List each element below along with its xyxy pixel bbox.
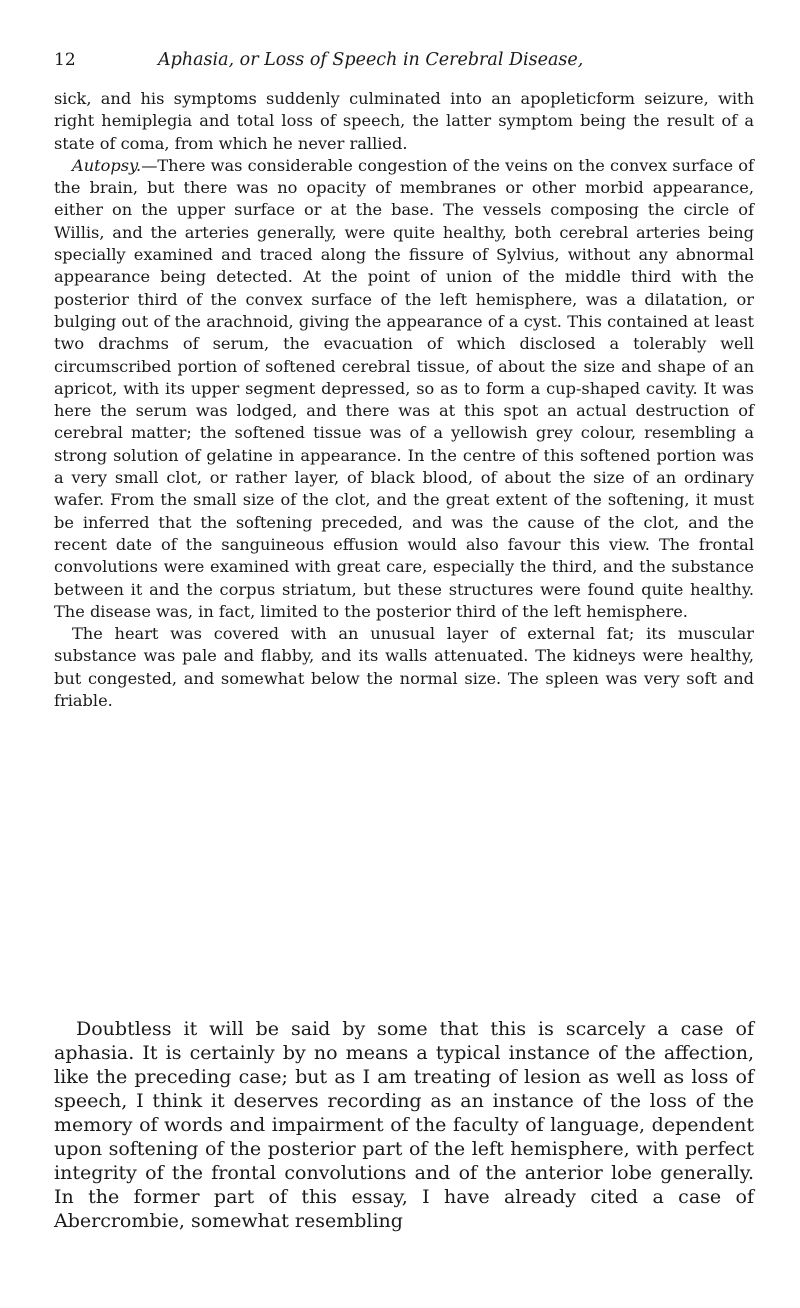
paragraph-intro: sick, and his symptoms suddenly culminated into an apopleticform seizure, with right hemiplegia and total loss of speech, the latter symptom being the result of a state of coma, from which he never rallied. (54, 89, 754, 153)
page-number: 12 (54, 50, 76, 70)
paragraph-autopsy (54, 155, 754, 623)
autopsy-body: —There was considerable congestion of the veins on the convex surface of the brain, but there was no opacity of membranes or other morbid appearance, either on the upper surface or at the base. The vessels composing the circle of Willis, and the arteries generally, were quite healthy, both cerebral arteries being specially examined and traced along the fissure of Sylvius, without any abnormal appearance being detected. At the point of union of the middle third with the posterior third of the convex surface of the left hemisphere, was a dilatation, or bulging out of the arachnoid, giving the appearance of a cyst. This contained at least two drachms of serum, the evacuation of which disclosed a tolerably well circumscribed portion of softened cerebral tissue, of about the size and shape of an apricot, with its upper segment depressed, so as to form a cup-shaped cavity. It was here the serum was lodged, and there was at this spot an actual destruction of cerebral matter; the softened tissue was of a yellowish grey colour, resembling a strong solution of gelatine in appearance. In the centre of this softened portion was a very small clot, or rather layer, of black blood, of about the size of an ordinary wafer. From the small size of the clot, and the great extent of the softening, it must be inferred that the softening preceded, and was the cause of the clot, and the recent date of the sanguineous effusion would also favour this view. The frontal convolutions were examined with great care, especially the third, and the substance between it and the corpus striatum, but these structures were found quite healthy. The disease was, in fact, limited to the posterior third of the left hemisphere. (54, 155, 754, 621)
body-text (54, 88, 754, 712)
paragraph-heart: The heart was covered with an unusual layer of external fat; its muscular substance was pale and flabby, and its walls attenuated. The kidneys were healthy, but congested, and somewhat below the normal size. The spleen was very soft and friable. (54, 624, 754, 711)
closing-section (54, 1017, 754, 1233)
page-header (54, 50, 744, 70)
paragraph-doubtless: Doubtless it will be said by some that this is scarcely a case of aphasia. It is certainly by no means a typical instance of the affection, like the preceding case; but as I am treating of lesion as well as loss of speech, I think it deserves recording as an instance of the loss of the memory of words and impairment of the faculty of language, dependent upon softening of the posterior part of the left hemisphere, with perfect integrity of the frontal convolutions and of the anterior lobe generally. In the former part of this essay, I have already cited a case of Abercrombie, somewhat resembling (54, 1018, 754, 1232)
autopsy-label: Autopsy. (72, 155, 142, 175)
running-title: Aphasia, or Loss of Speech in Cerebral Disease, (158, 50, 584, 70)
